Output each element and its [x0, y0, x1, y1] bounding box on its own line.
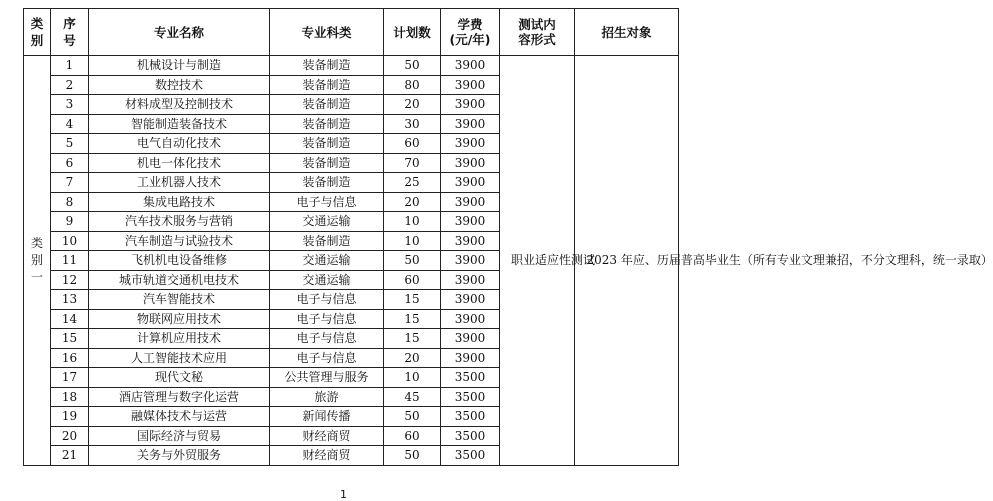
plan-count-cell: 10: [384, 368, 441, 388]
serial-cell: 9: [51, 212, 89, 232]
header-serial: 序号: [51, 9, 89, 56]
serial-cell: 8: [51, 192, 89, 212]
serial-cell: 17: [51, 368, 89, 388]
field-cell: 电子与信息: [270, 329, 384, 349]
tuition-cell: 3500: [441, 387, 500, 407]
test-form-cell: 职业适应性测试: [500, 56, 575, 466]
tuition-cell: 3900: [441, 114, 500, 134]
field-cell: 电子与信息: [270, 348, 384, 368]
serial-cell: 11: [51, 251, 89, 271]
major-name-cell: 汽车技术服务与营销: [89, 212, 270, 232]
page-number: 1: [340, 488, 347, 501]
major-name-cell: 数控技术: [89, 75, 270, 95]
group-label-cell: 类别一: [24, 56, 51, 466]
tuition-cell: 3900: [441, 192, 500, 212]
field-cell: 装备制造: [270, 75, 384, 95]
serial-cell: 21: [51, 446, 89, 466]
tuition-cell: 3900: [441, 95, 500, 115]
serial-cell: 18: [51, 387, 89, 407]
field-cell: 旅游: [270, 387, 384, 407]
major-name-cell: 酒店管理与数字化运营: [89, 387, 270, 407]
plan-count-cell: 50: [384, 251, 441, 271]
header-target: 招生对象: [575, 9, 679, 56]
tuition-cell: 3900: [441, 309, 500, 329]
field-cell: 装备制造: [270, 231, 384, 251]
plan-count-cell: 60: [384, 426, 441, 446]
tuition-cell: 3900: [441, 231, 500, 251]
serial-cell: 2: [51, 75, 89, 95]
plan-count-cell: 60: [384, 134, 441, 154]
header-major: 专业名称: [89, 9, 270, 56]
major-name-cell: 关务与外贸服务: [89, 446, 270, 466]
major-name-cell: 材料成型及控制技术: [89, 95, 270, 115]
tuition-cell: 3900: [441, 56, 500, 76]
tuition-cell: 3500: [441, 368, 500, 388]
table-row: [24, 56, 679, 76]
field-cell: 装备制造: [270, 134, 384, 154]
field-cell: 电子与信息: [270, 192, 384, 212]
tuition-cell: 3500: [441, 446, 500, 466]
plan-count-cell: 15: [384, 290, 441, 310]
tuition-cell: 3900: [441, 173, 500, 193]
plan-count-cell: 45: [384, 387, 441, 407]
major-name-cell: 物联网应用技术: [89, 309, 270, 329]
serial-cell: 6: [51, 153, 89, 173]
tuition-cell: 3900: [441, 153, 500, 173]
plan-count-cell: 15: [384, 329, 441, 349]
major-name-cell: 电气自动化技术: [89, 134, 270, 154]
field-cell: 新闻传播: [270, 407, 384, 427]
tuition-cell: 3900: [441, 75, 500, 95]
serial-cell: 5: [51, 134, 89, 154]
field-cell: 装备制造: [270, 114, 384, 134]
major-name-cell: 现代文秘: [89, 368, 270, 388]
serial-cell: 13: [51, 290, 89, 310]
table-header-row: [24, 9, 679, 56]
tuition-cell: 3900: [441, 212, 500, 232]
tuition-cell: 3900: [441, 134, 500, 154]
major-name-cell: 集成电路技术: [89, 192, 270, 212]
plan-count-cell: 10: [384, 212, 441, 232]
major-name-cell: 飞机机电设备维修: [89, 251, 270, 271]
field-cell: 公共管理与服务: [270, 368, 384, 388]
major-name-cell: 计算机应用技术: [89, 329, 270, 349]
field-cell: 电子与信息: [270, 290, 384, 310]
tuition-cell: 3900: [441, 329, 500, 349]
serial-cell: 4: [51, 114, 89, 134]
plan-count-cell: 10: [384, 231, 441, 251]
field-cell: 交通运输: [270, 251, 384, 271]
major-name-cell: 汽车制造与试验技术: [89, 231, 270, 251]
plan-count-cell: 80: [384, 75, 441, 95]
major-name-cell: 智能制造装备技术: [89, 114, 270, 134]
header-plan: 计划数: [384, 9, 441, 56]
tuition-cell: 3900: [441, 251, 500, 271]
plan-count-cell: 15: [384, 309, 441, 329]
field-cell: 电子与信息: [270, 309, 384, 329]
field-cell: 装备制造: [270, 56, 384, 76]
serial-cell: 20: [51, 426, 89, 446]
major-name-cell: 国际经济与贸易: [89, 426, 270, 446]
serial-cell: 7: [51, 173, 89, 193]
header-tuition: 学费(元/年): [441, 9, 500, 56]
field-cell: 交通运输: [270, 270, 384, 290]
serial-cell: 3: [51, 95, 89, 115]
header-category: 类别: [24, 9, 51, 56]
serial-cell: 14: [51, 309, 89, 329]
serial-cell: 1: [51, 56, 89, 76]
field-cell: 装备制造: [270, 153, 384, 173]
serial-cell: 12: [51, 270, 89, 290]
major-name-cell: 人工智能技术应用: [89, 348, 270, 368]
major-name-cell: 机电一体化技术: [89, 153, 270, 173]
major-name-cell: 机械设计与制造: [89, 56, 270, 76]
serial-cell: 10: [51, 231, 89, 251]
serial-cell: 16: [51, 348, 89, 368]
tuition-cell: 3900: [441, 348, 500, 368]
field-cell: 财经商贸: [270, 426, 384, 446]
plan-count-cell: 20: [384, 348, 441, 368]
plan-count-cell: 50: [384, 446, 441, 466]
serial-cell: 15: [51, 329, 89, 349]
plan-count-cell: 20: [384, 95, 441, 115]
serial-cell: 19: [51, 407, 89, 427]
field-cell: 财经商贸: [270, 446, 384, 466]
major-name-cell: 融媒体技术与运营: [89, 407, 270, 427]
major-name-cell: 汽车智能技术: [89, 290, 270, 310]
plan-count-cell: 50: [384, 407, 441, 427]
tuition-cell: 3500: [441, 407, 500, 427]
target-students-cell: 2023 年应、历届普高毕业生（所有专业文理兼招，不分文理科，统一录取）: [575, 56, 679, 466]
enrollment-plan-table: [23, 8, 993, 466]
tuition-cell: 3900: [441, 290, 500, 310]
header-field: 专业科类: [270, 9, 384, 56]
field-cell: 装备制造: [270, 173, 384, 193]
plan-count-cell: 60: [384, 270, 441, 290]
plan-count-cell: 50: [384, 56, 441, 76]
major-name-cell: 城市轨道交通机电技术: [89, 270, 270, 290]
field-cell: 交通运输: [270, 212, 384, 232]
plan-count-cell: 25: [384, 173, 441, 193]
plan-count-cell: 70: [384, 153, 441, 173]
plan-count-cell: 30: [384, 114, 441, 134]
tuition-cell: 3500: [441, 426, 500, 446]
plan-count-cell: 20: [384, 192, 441, 212]
header-test: 测试内容形式: [500, 9, 575, 56]
tuition-cell: 3900: [441, 270, 500, 290]
major-name-cell: 工业机器人技术: [89, 173, 270, 193]
field-cell: 装备制造: [270, 95, 384, 115]
